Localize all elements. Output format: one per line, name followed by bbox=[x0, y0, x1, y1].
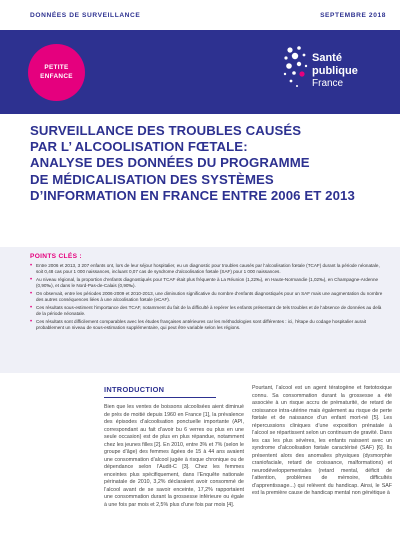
title-line-2: PAR L’ ALCOOLISATION FŒTALE: bbox=[30, 139, 248, 155]
document-title bbox=[30, 123, 385, 204]
intro-heading: INTRODUCTION bbox=[104, 385, 216, 398]
key-point-item: • On observait, entre les périodes 2006-2009 et 2010-2013, une diminution significative du nombre d’enfants diagnostiqués pour un SAF mais une augmentation du nombre des autres conséquences liées à une alcoolisation fœtale (eCAF). bbox=[30, 291, 384, 303]
top-bar bbox=[0, 0, 400, 30]
sante-publique-france-logo bbox=[282, 44, 392, 104]
title-line-4: DE MÉDICALISATION DES SYSTÈMES bbox=[30, 171, 274, 187]
logo-text-sante: Santé bbox=[312, 52, 342, 64]
intro-paragraph-1: Bien que les ventes de boissons alcoolisées aient diminué de près de moitié depuis 1960 en France [1], la prévalence des épisodes d’alcoolisation ponctuelle importante (API, correspondant au fait d’avoir bu 6 verres ou plus en une seule occasion) est de plus en plus répandue, notamment chez les jeunes filles [2]. En 2010, entre 3% et 7% (selon le groupe d’âge) des femmes âgées de 15 à 44 ans avaient une consommation d’alcool jugée à risque chronique ou de dépendance selon l’Audit-C [3]. Chez les femmes enceintes plus spécifiquement, dans l’Enquête nationale périnatale de 2010, 3,2% déclaraient avoir consommé de l’alcool avant de se savoir enceinte, 17,2% rapportaient une consommation durant la grossesse inférieure ou égale à une fois par mois et 2,5% plus d’une fois par mois [4]. bbox=[104, 404, 244, 508]
title-line-1: SURVEILLANCE DES TROUBLES CAUSÉS bbox=[30, 123, 302, 138]
key-points-heading: POINTS CLÉS : bbox=[30, 253, 82, 260]
category-badge bbox=[28, 44, 85, 101]
key-point-item: • Ces résultats sont difficilement comparables avec les études françaises antérieures car les méthodologies sont différentes : ici, l’étape du codage hospitalier aurait probablement un niveau de sous-estimation supplémentaire, qui peut être variable selon les régions. bbox=[30, 319, 384, 331]
title-line-3: ANALYSE DES DONNÉES DU PROGRAMME bbox=[30, 155, 310, 171]
key-points-list bbox=[30, 263, 384, 331]
title-line-5: D’INFORMATION EN FRANCE ENTRE 2006 ET 2013 bbox=[30, 187, 355, 203]
category-line-2: ENFANCE bbox=[40, 72, 73, 80]
key-points-panel bbox=[0, 247, 400, 373]
series-label: DONNÉES DE SURVEILLANCE bbox=[30, 11, 141, 19]
intro-column-left bbox=[104, 385, 244, 509]
key-point-item: • Entre 2006 et 2013, 3 207 enfants ont, lors de leur séjour hospitalier, eu un diagnostic pour troubles causés par l’alcoolisation fœtale (TCAF) durant la période néonatale, soit 0,48 cas pour 1 000 naissances, incluant 0,07 cas de syndrome d’alcoolisation fœtale (SAF) pour 1 000 naissances. bbox=[30, 263, 384, 275]
logo-text-france: France bbox=[312, 78, 344, 89]
key-point-item: • Ces résultats sous-estiment l’importance des TCAF, notamment du fait de la difficulté à repérer les enfants présentant de tels troubles et de l’absence de données au delà de la période néonatale. bbox=[30, 305, 384, 317]
intro-paragraph-2: Pourtant, l’alcool est un agent tératogène et fœtotoxique connu. Sa consommation durant la grossesse a été associée à un risque accru de prématurité, de retard de croissance intra-utérine mais également au risque de perte fœtale et de naissance d’un enfant mort-né [5]. Les répercussions cliniques d’une exposition prénatale à l’alcool se répartissent selon un continuum de gravité. Dans les cas les plus sévères, les enfants naissent avec un syndrome d’alcoolisation fœtale caractérisé (SAF) [6]. Ils présentent alors des anomalies physiques (dysmorphie craniofaciale, retard de croissance, malformations) et neurodéveloppementales (retard mental, déficit de l’attention, problèmes de mémoire, difficultés d’apprentissage...) qui relèvent du handicap. Ainsi, le SAF est la première cause de handicap mental non génétique à bbox=[252, 385, 392, 496]
logo-text-publique: publique bbox=[312, 65, 358, 77]
category-line-1: PETITE bbox=[44, 63, 69, 71]
header-banner bbox=[0, 30, 400, 114]
logo-dots-icon bbox=[282, 44, 310, 94]
key-point-item: • Au niveau régional, la proportion d’enfants diagnostiqués pour TCAF était plus fréquente à La Réunion (1,22‰), en Haute-Normandie (1,02‰), en Champagne-Ardenne (0,90‰), et dans le Nord-Pas-de-Calais (0,90‰). bbox=[30, 277, 384, 289]
intro-column-right bbox=[252, 385, 392, 498]
publication-date: SEPTEMBRE 2018 bbox=[320, 11, 386, 19]
